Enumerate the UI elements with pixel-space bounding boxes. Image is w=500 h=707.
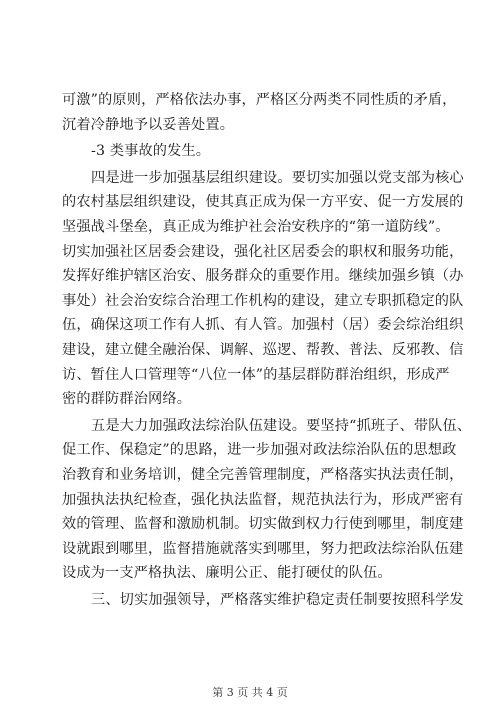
text-line: 沉着冷静地予以妥善处置。	[62, 116, 235, 133]
text-line: 效的管理、监督和激励机制。切实做到权力行使到哪里，制度建	[62, 516, 464, 533]
text-line: 访、暂住人口管理等“八位一体”的基层群防群治组织，形成严	[62, 366, 450, 383]
text-line: 可激”的原则，严格依法办事，严格区分两类不同性质的矛盾，	[62, 92, 457, 108]
text-line: 治教育和业务培训，健全完善管理制度，严格落实执法责任制，	[62, 466, 464, 483]
text-line: 四是进一步加强基层组织建设。要切实加强以党支部为核心	[91, 169, 464, 186]
page-number-footer: 第 3 页 共 4 页	[212, 686, 288, 699]
paragraph-section-three-heading	[62, 588, 464, 613]
text-line: 加强执法执纪检查，强化执法监督，规范执法行为，形成严密有	[62, 491, 464, 508]
text-line: 的农村基层组织建设，使其真正成为保一方平安、促一方发展的	[62, 194, 464, 211]
paragraph-political-legal-team	[62, 414, 472, 586]
paragraph-continuation	[62, 88, 457, 137]
text-line: 密的群防群治网络。	[62, 391, 192, 408]
document-body	[62, 88, 472, 614]
text-line: 发挥好维护辖区治安、服务群众的重要作用。继续加强乡镇（办	[62, 268, 464, 285]
text-line: 伍，确保这项工作有人抓、有人管。加强村（居）委会综治组织	[62, 317, 464, 334]
text-line: 事处）社会治安综合治理工作机构的建设，建立专职抓稳定的队	[62, 292, 464, 309]
text-line: 建设，建立健全融治保、调解、巡逻、帮教、普法、反邪教、信	[62, 341, 464, 358]
text-line: 三、切实加强领导，严格落实维护稳定责任制要按照科学发	[91, 591, 464, 608]
text-line: 坚强战斗堡垒，真正成为维护社会治安秩序的“第一道防线”。	[62, 218, 450, 235]
text-line: 设成为一支严格执法、廉明公正、能打硬仗的队伍。	[62, 565, 392, 582]
text-line: -3 类事故的发生。	[91, 143, 211, 160]
text-line: 切实加强社区居委会建设，强化社区居委会的职权和服务功能，	[62, 243, 464, 260]
text-line: 促工作、保稳定”的思路，进一步加强对政法综治队伍的思想政	[62, 442, 457, 459]
text-line: 设就跟到哪里，监督措施就落实到哪里，努力把政法综治队伍建	[62, 540, 464, 557]
text-line: 五是大力加强政法综治队伍建设。要坚持“抓班子、带队伍、	[91, 417, 472, 434]
paragraph-fragment	[62, 139, 452, 164]
paragraph-grassroots-organization	[62, 166, 464, 412]
